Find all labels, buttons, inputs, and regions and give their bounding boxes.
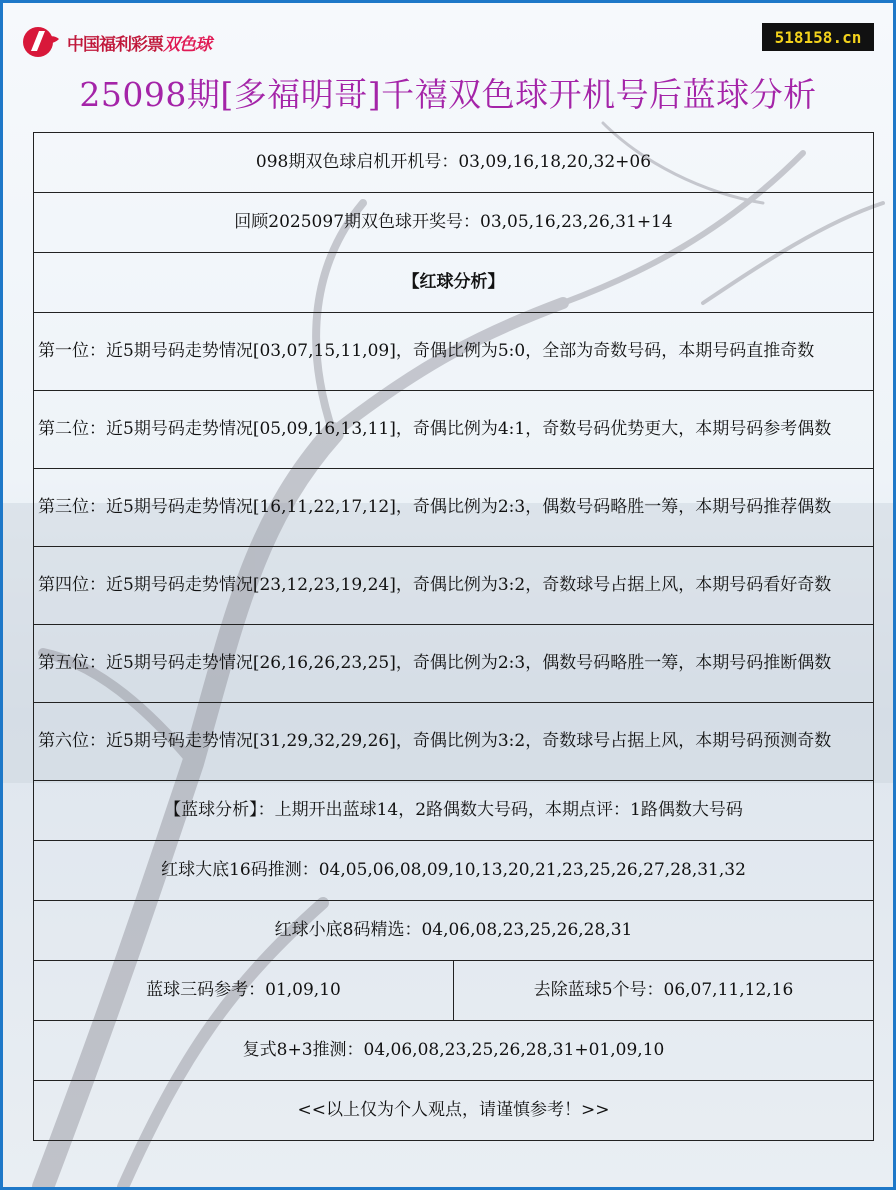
compound-prediction: 复式8+3推测：04,06,08,23,25,26,28,31+01,09,10 (34, 1021, 874, 1081)
table-row (34, 961, 874, 1021)
page-title: 25098期[多福明哥]千禧双色球开机号后蓝球分析 (79, 75, 817, 114)
table-row (34, 1081, 874, 1141)
logo-brand-text: 中国福利彩票 (67, 34, 163, 55)
position-6-analysis: 第六位：近5期号码走势情况[31,29,32,29,26]，奇偶比例为3:2，奇数球号占据上风，本期号码预测奇数 (34, 703, 874, 781)
red-16-prediction: 红球大底16码推测：04,05,06,08,09,10,13,20,21,23,25,26,27,28,31,32 (34, 841, 874, 901)
table-row (34, 781, 874, 841)
table-row (34, 901, 874, 961)
lottery-logo-icon (21, 25, 67, 59)
blue-ball-analysis: 【蓝球分析】：上期开出蓝球14，2路偶数大号码，本期点评：1路偶数大号码 (34, 781, 874, 841)
previous-draw-review: 回顾2025097期双色球开奖号：03,05,16,23,26,31+14 (34, 193, 874, 253)
lottery-logo (21, 25, 211, 59)
analysis-table (33, 132, 874, 1141)
site-badge[interactable]: 518158.cn (762, 23, 874, 51)
table-row (34, 133, 874, 193)
table-row (34, 253, 874, 313)
disclaimer: <<以上仅为个人观点，请谨慎参考！>> (34, 1081, 874, 1141)
position-1-analysis: 第一位：近5期号码走势情况[03,07,15,11,09]，奇偶比例为5:0，全部为奇数号码，本期号码直推奇数 (34, 313, 874, 391)
table-row (34, 625, 874, 703)
table-row (34, 313, 874, 391)
red-8-selection: 红球小底8码精选：04,06,08,23,25,26,28,31 (34, 901, 874, 961)
blue-remove-5: 去除蓝球5个号：06,07,11,12,16 (454, 961, 874, 1021)
position-2-analysis: 第二位：近5期号码走势情况[05,09,16,13,11]，奇偶比例为4:1，奇数号码优势更大，本期号码参考偶数 (34, 391, 874, 469)
table-row (34, 841, 874, 901)
table-row (34, 703, 874, 781)
position-5-analysis: 第五位：近5期号码走势情况[26,16,26,23,25]，奇偶比例为2:3，偶数号码略胜一筹，本期号码推断偶数 (34, 625, 874, 703)
red-ball-header: 【红球分析】 (34, 253, 874, 313)
blue-3-reference: 蓝球三码参考：01,09,10 (34, 961, 454, 1021)
position-3-analysis: 第三位：近5期号码走势情况[16,11,22,17,12]，奇偶比例为2:3，偶数号码略胜一筹，本期号码推荐偶数 (34, 469, 874, 547)
table-row (34, 391, 874, 469)
logo-game-text: 双色球 (163, 34, 211, 55)
table-row (34, 1021, 874, 1081)
open-machine-numbers: 098期双色球启机开机号：03,09,16,18,20,32+06 (34, 133, 874, 193)
table-row (34, 547, 874, 625)
position-4-analysis: 第四位：近5期号码走势情况[23,12,23,19,24]，奇偶比例为3:2，奇数球号占据上风，本期号码看好奇数 (34, 547, 874, 625)
table-row (34, 193, 874, 253)
table-row (34, 469, 874, 547)
